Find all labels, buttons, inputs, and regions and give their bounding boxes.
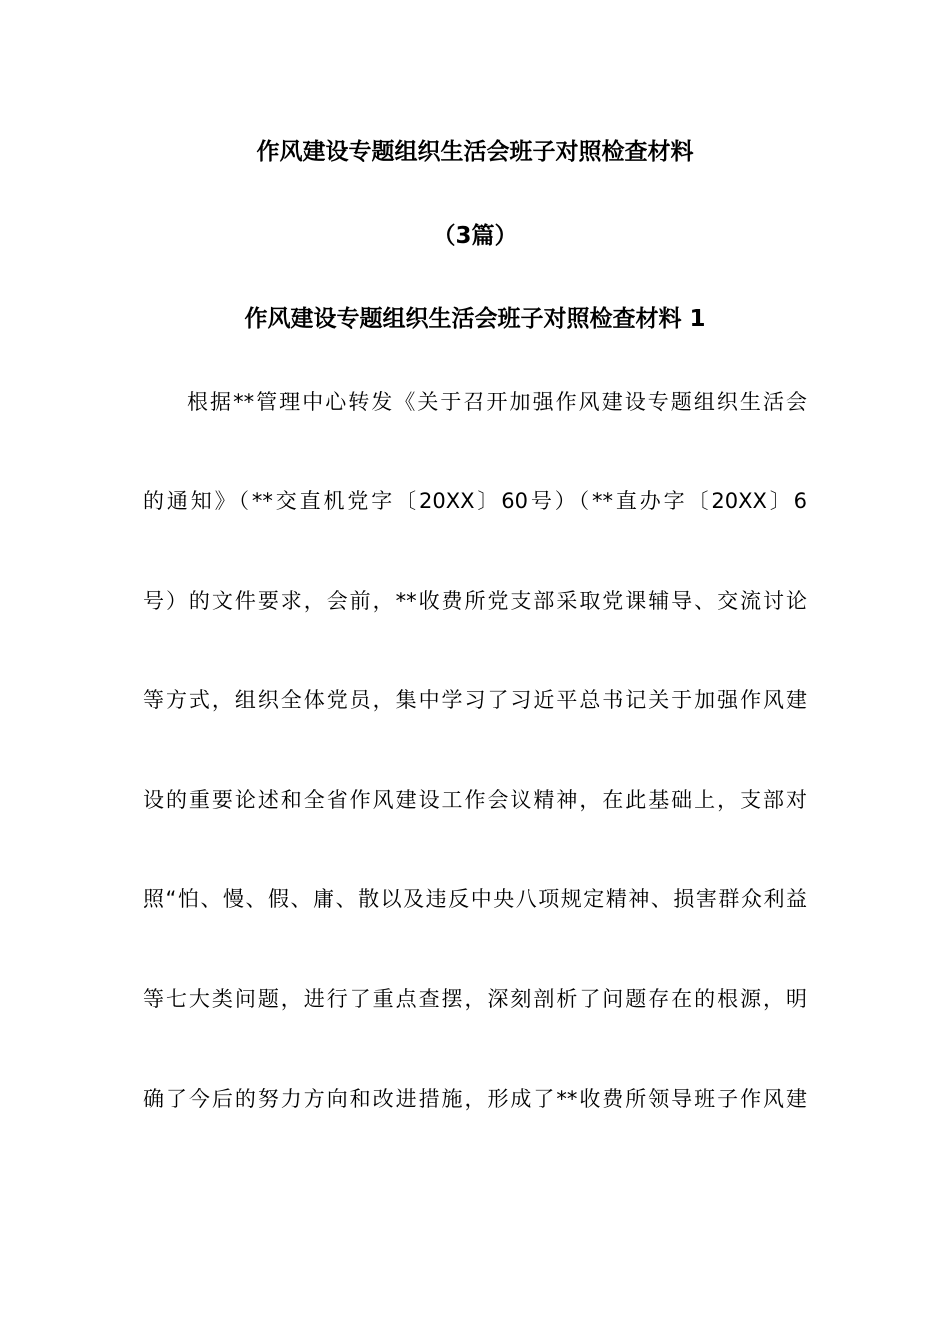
document-subtitle: （3篇）: [432, 223, 518, 249]
paragraph-line: 的通知》（**交直机党字〔20XX〕60号）（**直办字〔20XX〕6: [143, 489, 807, 513]
paragraph-line: 照“怕、慢、假、庸、散以及违反中央八项规定精神、损害群众利益: [143, 887, 807, 911]
section-title: 作风建设专题组织生活会班子对照检查材料 1: [244, 306, 706, 332]
paragraph-line: 等七大类问题，进行了重点查摆，深刻剖析了问题存在的根源，明: [143, 987, 807, 1011]
paragraph-line: 根据**管理中心转发《关于召开加强作风建设专题组织生活会: [187, 390, 807, 414]
paragraph-line: 等方式，组织全体党员，集中学习了习近平总书记关于加强作风建: [143, 688, 807, 712]
paragraph-line: 号）的文件要求，会前，**收费所党支部采取党课辅导、交流讨论: [143, 589, 807, 613]
paragraph-line: 设的重要论述和全省作风建设工作会议精神，在此基础上，支部对: [143, 788, 807, 812]
document-title: 作风建设专题组织生活会班子对照检查材料: [256, 139, 694, 165]
paragraph-line: 确了今后的努力方向和改进措施，形成了**收费所领导班子作风建: [143, 1087, 807, 1111]
